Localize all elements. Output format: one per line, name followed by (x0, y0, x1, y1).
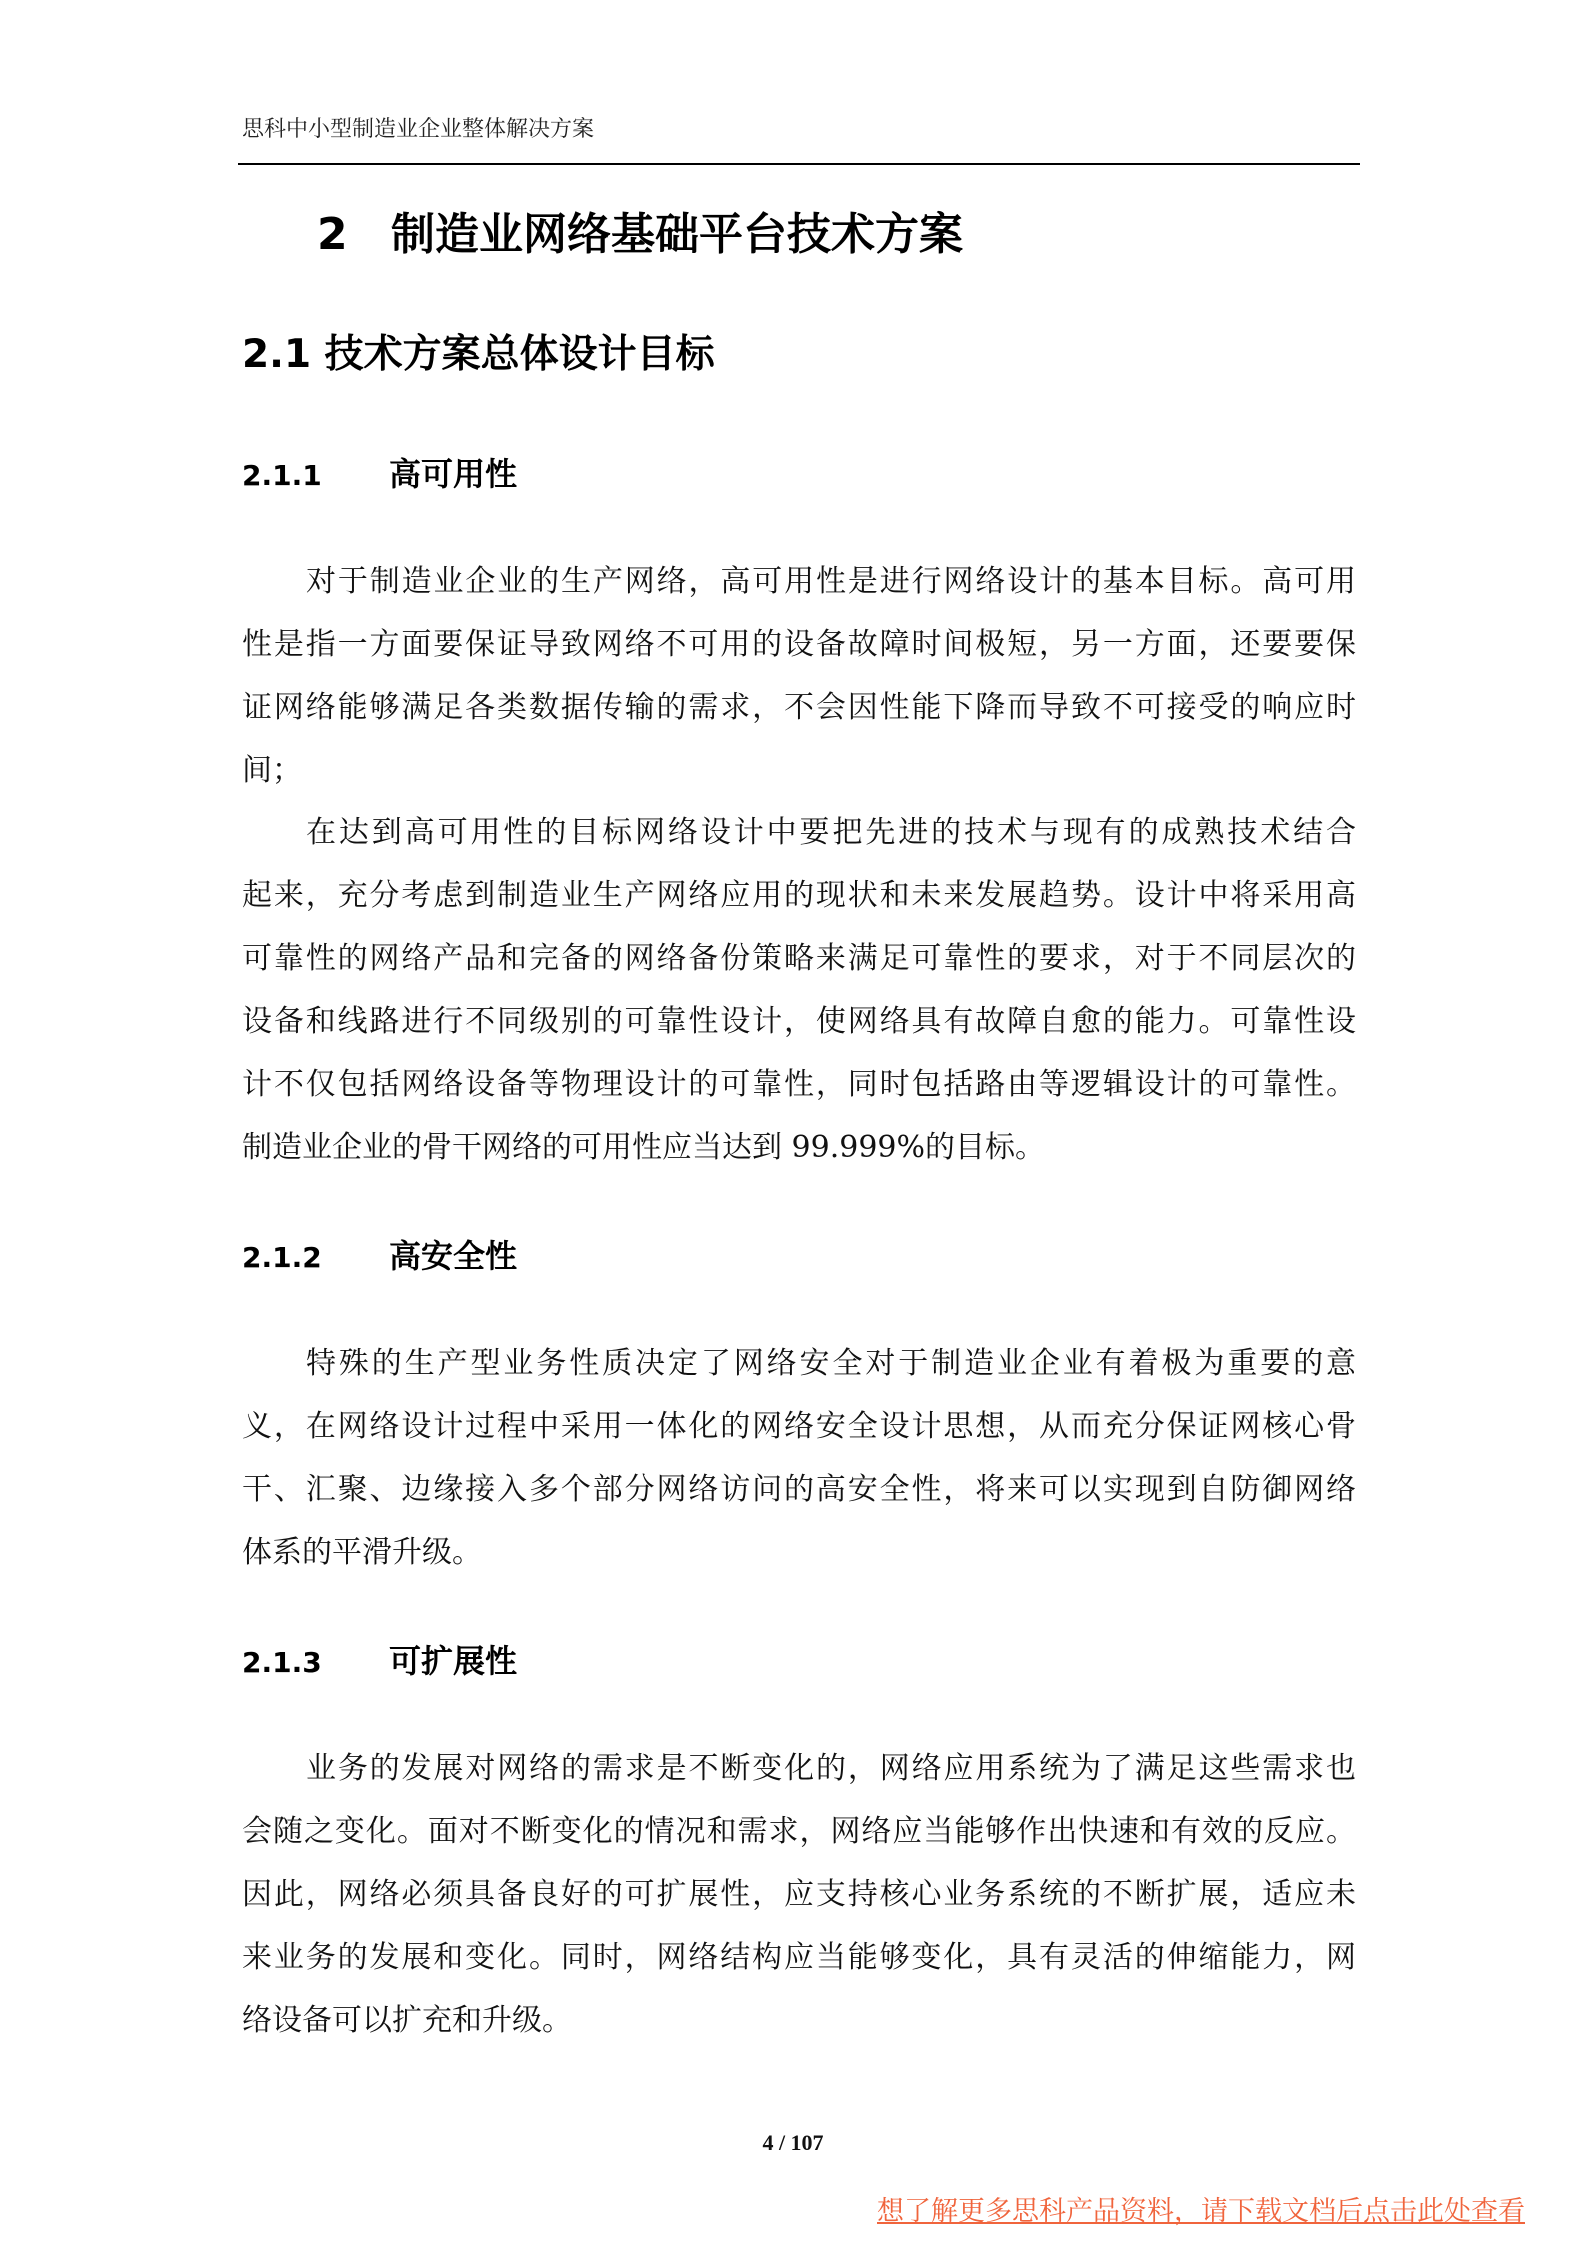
paragraph-line: 来业务的发展和变化。同时，网络结构应当能够变化，具有灵活的伸缩能力，网 (242, 1940, 1356, 1975)
paragraph (242, 1332, 1356, 1584)
paragraph-line: 会随之变化。面对不断变化的情况和需求，网络应当能够作出快速和有效的反应。 (242, 1814, 1356, 1849)
paragraph (242, 801, 1356, 1179)
header-rule (238, 163, 1360, 165)
paragraph-line: 业务的发展对网络的需求是不断变化的，网络应用系统为了满足这些需求也 (306, 1751, 1356, 1786)
page-number: 4 / 107 (762, 2130, 824, 2155)
paragraph-line: 起来，充分考虑到制造业生产网络应用的现状和未来发展趋势。设计中将采用高 (242, 878, 1356, 913)
paragraph (242, 1737, 1356, 2052)
paragraph (242, 550, 1356, 802)
paragraph-line: 在达到高可用性的目标网络设计中要把先进的技术与现有的成熟技术结合 (306, 815, 1356, 850)
paragraph-line: 体系的平滑升级。 (242, 1535, 482, 1570)
paragraph-line: 络设备可以扩充和升级。 (242, 2003, 572, 2038)
paragraph-line: 可靠性的网络产品和完备的网络备份策略来满足可靠性的要求，对于不同层次的 (242, 941, 1356, 976)
paragraph-line: 间； (242, 753, 302, 788)
paragraph-line: 证网络能够满足各类数据传输的需求，不会因性能下降而导致不可接受的响应时 (242, 690, 1356, 725)
running-header: 思科中小型制造业企业整体解决方案 (242, 117, 595, 142)
subsection-heading (242, 451, 517, 499)
paragraph-line: 计不仅包括网络设备等物理设计的可靠性，同时包括路由等逻辑设计的可靠性。 (242, 1067, 1356, 1102)
chapter-heading (317, 205, 963, 265)
section-heading: 2.1 技术方案总体设计目标 (242, 332, 715, 377)
subsection-number: 2.1.3 (242, 1646, 322, 1679)
subsection-title: 高可用性 (389, 455, 518, 493)
promo-link[interactable]: 想了解更多思科产品资料，请下载文档后点击此处查看 (877, 2196, 1525, 2227)
paragraph-line: 干、汇聚、边缘接入多个部分网络访问的高安全性，将来可以实现到自防御网络 (242, 1472, 1356, 1507)
paragraph-line: 因此，网络必须具备良好的可扩展性，应支持核心业务系统的不断扩展，适应未 (242, 1877, 1356, 1912)
paragraph-line: 性是指一方面要保证导致网络不可用的设备故障时间极短，另一方面，还要要保 (242, 627, 1356, 662)
paragraph-line: 对于制造业企业的生产网络，高可用性是进行网络设计的基本目标。高可用 (306, 564, 1356, 599)
subsection-number: 2.1.1 (242, 459, 322, 492)
paragraph-line: 特殊的生产型业务性质决定了网络安全对于制造业企业有着极为重要的意 (306, 1346, 1356, 1381)
chapter-number: 2 (317, 209, 348, 260)
subsection-heading (242, 1638, 517, 1686)
paragraph-line: 设备和线路进行不同级别的可靠性设计，使网络具有故障自愈的能力。可靠性设 (242, 1004, 1356, 1039)
paragraph-line: 制造业企业的骨干网络的可用性应当达到 99.999%的目标。 (242, 1130, 1046, 1165)
subsection-number: 2.1.2 (242, 1241, 322, 1274)
subsection-title: 高安全性 (389, 1237, 518, 1275)
subsection-heading (242, 1233, 517, 1281)
subsection-title: 可扩展性 (389, 1642, 518, 1680)
chapter-title: 制造业网络基础平台技术方案 (391, 209, 963, 260)
paragraph-line: 义，在网络设计过程中采用一体化的网络安全设计思想，从而充分保证网核心骨 (242, 1409, 1356, 1444)
